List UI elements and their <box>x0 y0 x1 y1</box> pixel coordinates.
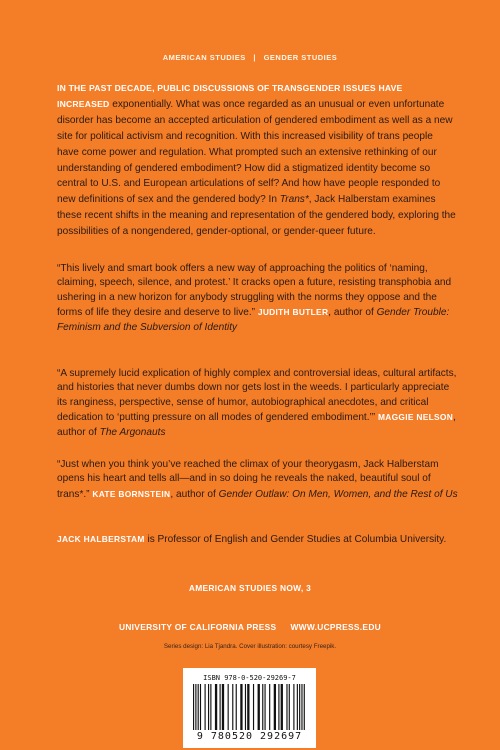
quote-author: KATE BORNSTEIN <box>92 488 171 499</box>
quote-author-role: , author of <box>57 412 456 438</box>
series-title: AMERICAN STUDIES NOW, 3 <box>188 583 312 593</box>
barcode-bar <box>195 684 196 730</box>
quote-author-role: , author of <box>170 488 219 500</box>
barcode-bar <box>240 684 242 730</box>
barcode-bar <box>220 684 221 730</box>
barcode-bar <box>258 684 260 730</box>
barcode-bar <box>274 684 276 730</box>
barcode-bar <box>262 684 263 730</box>
barcode-bar <box>299 684 300 730</box>
publisher-url: WWW.UCPRESS.EDU <box>290 622 382 632</box>
bio-text: is Professor of English and Gender Studies at Columbia University. <box>144 534 447 545</box>
description-book-title: Trans* <box>279 194 309 206</box>
subject-categories <box>0 53 500 62</box>
quote-text: “This lively and smart book offers a new way of approaching the politics of ‘naming, claiming, speech, silence, and protest.’ It cracks open a future, resisting transphobia and ushering in a new horizon for anybody struggling with the norms they oppose and the forms of life they desire and deserve to live.” <box>57 263 452 319</box>
quote-author-work: Gender Outlaw: On Men, Women, and the Rest of Us <box>218 488 458 500</box>
endorsement-quote <box>57 458 462 502</box>
category-gender-studies: GENDER STUDIES <box>263 53 338 62</box>
barcode-number: 9 780520 292697 <box>196 731 303 742</box>
description-body-end: , Jack Halberstam examines these recent shifts in the meaning and representation of the gendered body, exploring the possibilities of a nongendered, gender-optional, or gender-queer future. <box>57 194 456 238</box>
book-description <box>57 81 457 240</box>
barcode-bar <box>297 684 298 730</box>
barcode-bar <box>253 684 254 730</box>
isbn-barcode <box>183 668 316 748</box>
quote-text: “Just when you think you’ve reached the climax of your theorygasm, Jack Halberstam opens his heart and tells all—and in so doing he reveals the naked, beautiful soul of trans*.” <box>57 459 439 500</box>
barcode-bar <box>222 684 224 730</box>
barcode-bar <box>232 684 233 730</box>
design-credits: Series design: Lia Tjandra. Cover illustration: courtesy Freepik. <box>163 643 337 650</box>
barcode-bar <box>269 684 270 730</box>
endorsement-quote <box>57 262 462 335</box>
quote-author-work: Gender Trouble: Feminism and the Subversion of Identity <box>57 307 450 333</box>
barcode-bar <box>264 684 265 730</box>
isbn-label: ISBN 978-0-520-29269-7 <box>203 674 296 682</box>
barcode-bar <box>215 684 217 730</box>
description-body-start: exponentially. What was once regarded as an unusual or even unfortunate disorder has become an accepted articulation of gendered embodiment as well as a new site for political activism and recognition. With this increased visibility of trans people have come power and regulation. What prompted such an extensive rethinking of our understanding of gendered embodiment? How did a stigmatized identity become so central to U.S. and European articulations of self? And how have people responded to new definitions of sex and the gendered body? In <box>57 98 453 206</box>
publisher-name: UNIVERSITY OF CALIFORNIA PRESS <box>118 622 277 632</box>
barcode-bar <box>304 684 305 730</box>
barcode-bar <box>228 684 229 730</box>
barcode-bar <box>301 684 302 730</box>
bio-author-name: JACK HALBERSTAM <box>57 534 145 544</box>
quote-author: MAGGIE NELSON <box>377 412 454 423</box>
author-bio <box>57 532 457 548</box>
barcode-bar <box>278 684 279 730</box>
publisher-line <box>0 622 500 632</box>
category-separator: | <box>253 53 256 62</box>
barcode-bar <box>208 684 209 730</box>
barcode-bar <box>200 684 201 730</box>
barcode-bar <box>289 684 290 730</box>
endorsement-quote <box>57 367 462 440</box>
barcode-bar <box>236 684 237 730</box>
barcode-bar <box>281 684 283 730</box>
barcode-bar <box>210 684 211 730</box>
quote-author-role: , author of <box>328 307 377 319</box>
quote-author-work: The Argonauts <box>99 426 166 438</box>
barcode-bar <box>286 684 287 730</box>
barcode-bar <box>205 684 206 730</box>
barcode-bars <box>193 684 306 730</box>
barcode-bar <box>193 684 194 730</box>
barcode-bar <box>198 684 199 730</box>
quote-author: JUDITH BUTLER <box>257 307 329 318</box>
barcode-bar <box>247 684 249 730</box>
barcode-bar <box>293 684 294 730</box>
category-american-studies: AMERICAN STUDIES <box>162 53 246 62</box>
barcode-bar <box>245 684 246 730</box>
quote-text: “A supremely lucid explication of highly complex and controversial ideas, cultural artifacts, and histories that never dumbs down nor gets lost in the weeds. I particularly appreciate its ranginess, perspective, sense of humor, autobiographical anecdotes, and critical dedication to ‘putting pressure on all modes of gendered embodiment.’” <box>57 368 457 424</box>
description-lead: IN THE PAST DECADE, PUBLIC DISCUSSIONS OF TRANSGENDER ISSUES HAVE INCREASED <box>57 83 403 109</box>
